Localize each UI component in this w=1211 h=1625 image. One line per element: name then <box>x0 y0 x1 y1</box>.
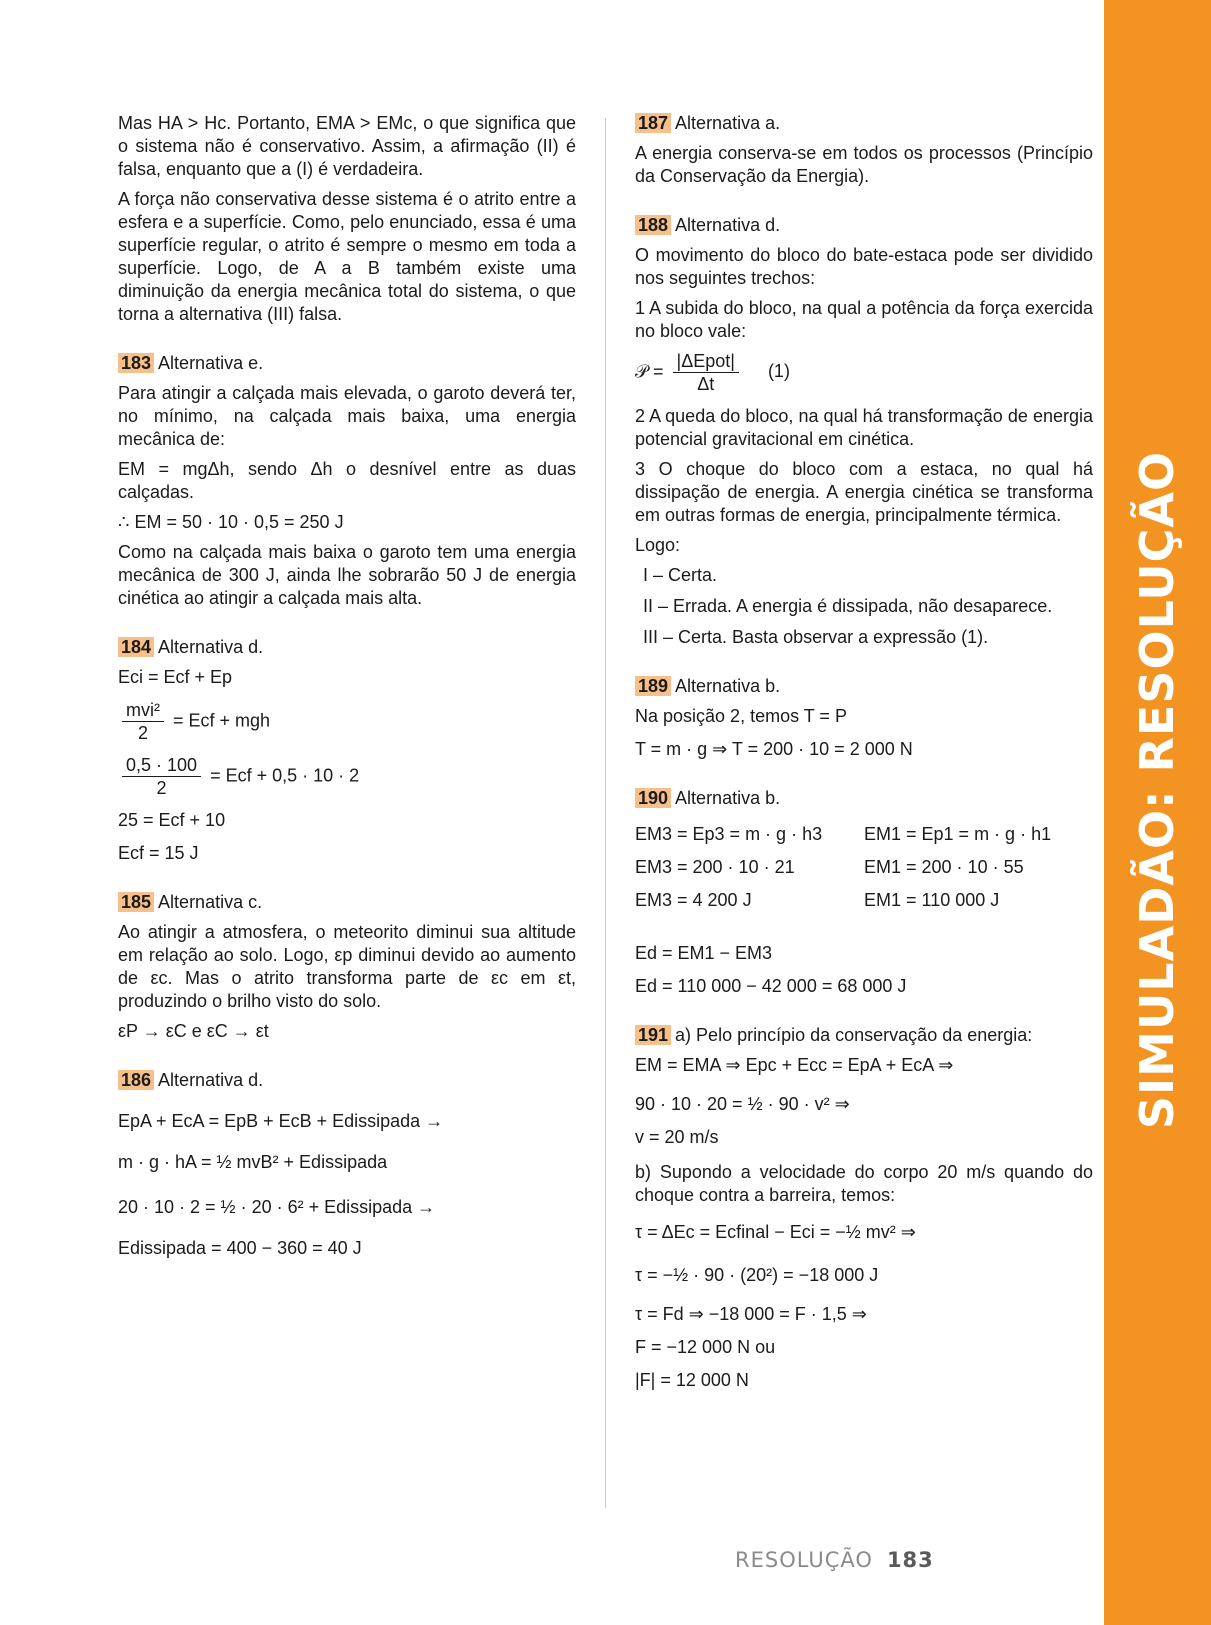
equation: EM1 = 110 000 J <box>864 890 1000 910</box>
two-column-equations <box>635 817 1093 922</box>
answer-label: Alternativa d. <box>158 637 264 657</box>
equation: EM1 = Ep1 = m · g · h1 <box>864 824 1052 844</box>
paragraph: 2 A queda do bloco, na qual há transformação de energia potencial gravitacional em cinética. <box>635 406 1093 449</box>
question-186 <box>118 1069 576 1260</box>
equation: |F| = 12 000 N <box>635 1370 749 1390</box>
equation: EM1 = 200 · 10 · 55 <box>864 857 1024 877</box>
paragraph: Logo: <box>635 535 681 555</box>
equation: Eci = Ecf + Ep <box>118 667 233 687</box>
equation: EM3 = Ep3 = m · g · h3 <box>635 824 823 844</box>
question-191 <box>635 1024 1093 1392</box>
question-185 <box>118 891 576 1043</box>
section-title: SIMULADÃO: RESOLUÇÃO <box>1130 450 1184 1130</box>
answer-label: Alternativa b. <box>675 676 781 696</box>
equation: τ = Fd ⇒ −18 000 = F · 1,5 ⇒ <box>635 1304 867 1324</box>
equations-left <box>635 817 864 922</box>
equation: Na posição 2, temos T = P <box>635 706 847 726</box>
list-item: II – Errada. A energia é dissipada, não desaparece. <box>643 596 1053 616</box>
intro-paragraph-2: A força não conservativa desse sistema é o atrito entre a esfera e a superfície. Como, pelo enunciado, essa é uma superfície regular, o atrito é sempre o mesmo em toda a superfície. Logo, de A a B também existe uma diminuição da energia mecânica total do sistema, o que torna a alternativa (III) falsa. <box>118 189 576 324</box>
question-number: 186 <box>118 1070 154 1090</box>
paragraph: 3 O choque do bloco com a estaca, no qual há dissipação de energia. A energia cinética se transforma em outras formas de energia, principalmente térmica. <box>635 459 1093 525</box>
equation: 20 · 10 · 2 = ½ · 20 · 6² + Edissipada → <box>118 1197 436 1217</box>
equation: 90 · 10 · 20 = ½ · 90 · v² ⇒ <box>635 1094 850 1114</box>
paragraph: Ao atingir a atmosfera, o meteorito diminui sua altitude em relação ao solo. Logo, εp diminui devido ao aumento de εc. Mas o atrito transforma parte de εc em εt, produzindo o brilho visto do solo. <box>118 922 576 1011</box>
question-number: 191 <box>635 1025 671 1045</box>
question-number: 184 <box>118 637 154 657</box>
fraction-numerator: |ΔEpot| <box>673 350 739 373</box>
paragraph: 1 A subida do bloco, na qual a potência da força exercida no bloco vale: <box>635 298 1093 341</box>
equations-right <box>864 817 1093 922</box>
list-item: III – Certa. Basta observar a expressão (1). <box>643 627 989 647</box>
question-number: 185 <box>118 892 154 912</box>
equation: EM = mgΔh, sendo Δh o desnível entre as duas calçadas. <box>118 459 576 502</box>
answer-label: Alternativa b. <box>675 788 781 808</box>
paragraph: O movimento do bloco do bate-estaca pode ser dividido nos seguintes trechos: <box>635 245 1093 288</box>
question-number: 187 <box>635 113 671 133</box>
equation: T = m · g ⇒ T = 200 · 10 = 2 000 N <box>635 739 913 759</box>
equation-tag: (1) <box>767 361 790 382</box>
question-184 <box>118 636 576 865</box>
equation: τ = ΔEc = Ecfinal − Eci = −½ mv² ⇒ <box>635 1222 916 1242</box>
footer-label: RESOLUÇÃO <box>735 1548 873 1572</box>
left-column <box>118 112 576 1270</box>
right-column <box>635 112 1093 1402</box>
question-number: 190 <box>635 788 671 808</box>
intro-paragraph-1: Mas HA > Hc. Portanto, EMA > EMc, o que significa que o sistema não é conservativo. Assim, a afirmação (II) é falsa, enquanto que a (I) é verdadeira. <box>118 113 576 179</box>
equation: τ = −½ · 90 · (20²) = −18 000 J <box>635 1265 879 1285</box>
statement-list <box>635 564 1093 649</box>
question-number: 188 <box>635 215 671 235</box>
power-equation <box>635 350 1093 395</box>
equation: EpA + EcA = EpB + EcB + Edissipada → <box>118 1111 444 1131</box>
answer-label: Alternativa d. <box>675 215 781 235</box>
answer-label: Alternativa a. <box>675 113 781 133</box>
answer-label: Alternativa d. <box>158 1070 264 1090</box>
fraction-numerator: 0,5 · 100 <box>122 754 201 777</box>
paragraph: Para atingir a calçada mais elevada, o garoto deverá ter, no mínimo, na calçada mais baixa, uma energia mecânica de: <box>118 383 576 449</box>
equation: εP → εC e εC → εt <box>118 1021 269 1041</box>
page-footer <box>735 1548 934 1572</box>
question-189 <box>635 675 1093 761</box>
question-190 <box>635 787 1093 998</box>
question-187 <box>635 112 1093 188</box>
equation: Ecf = 15 J <box>118 843 199 863</box>
question-number: 189 <box>635 676 671 696</box>
equation: 25 = Ecf + 10 <box>118 810 226 830</box>
equation-rhs: = Ecf + 0,5 · 10 · 2 <box>210 765 360 786</box>
equation: EM3 = 4 200 J <box>635 890 752 910</box>
page-number: 183 <box>886 1548 934 1572</box>
equation: v = 20 m/s <box>635 1127 719 1147</box>
equation: EM = EMA ⇒ Epc + Ecc = EpA + EcA ⇒ <box>635 1055 954 1075</box>
equation-rhs: = Ecf + mgh <box>173 710 271 731</box>
answer-label: Alternativa c. <box>158 892 263 912</box>
fraction-denominator: Δt <box>697 374 715 394</box>
question-183 <box>118 352 576 610</box>
part-b-intro: b) Supondo a velocidade do corpo 20 m/s quando do choque contra a barreira, temos: <box>635 1162 1093 1205</box>
equation: Ed = EM1 − EM3 <box>635 943 773 963</box>
equation: Ed = 110 000 − 42 000 = 68 000 J <box>635 976 907 996</box>
paragraph: A energia conserva-se em todos os processos (Princípio da Conservação da Energia). <box>635 143 1093 186</box>
equation: EM3 = 200 · 10 · 21 <box>635 857 795 877</box>
equation-lhs: 𝒫 = <box>635 361 664 382</box>
list-item: I – Certa. <box>643 565 718 585</box>
question-188 <box>635 214 1093 649</box>
answer-label: Alternativa e. <box>158 353 264 373</box>
equation: ∴ EM = 50 · 10 · 0,5 = 250 J <box>118 512 344 532</box>
fraction-denominator: 2 <box>156 778 167 798</box>
fraction-numerator: mvi² <box>122 699 164 722</box>
equation-fraction <box>118 754 576 799</box>
paragraph: Como na calçada mais baixa o garoto tem uma energia mecânica de 300 J, ainda lhe sobrarão 50 J de energia cinética ao atingir a calçada mais alta. <box>118 542 576 608</box>
equation-fraction <box>118 699 576 744</box>
part-a-intro: a) Pelo princípio da conservação da energia: <box>675 1025 1033 1045</box>
equation: Edissipada = 400 − 360 = 40 J <box>118 1238 362 1258</box>
question-number: 183 <box>118 353 154 373</box>
equation: m · g · hA = ½ mvB² + Edissipada <box>118 1152 388 1172</box>
column-divider <box>605 118 606 1508</box>
equation: F = −12 000 N ou <box>635 1337 776 1357</box>
fraction-denominator: 2 <box>137 723 148 743</box>
